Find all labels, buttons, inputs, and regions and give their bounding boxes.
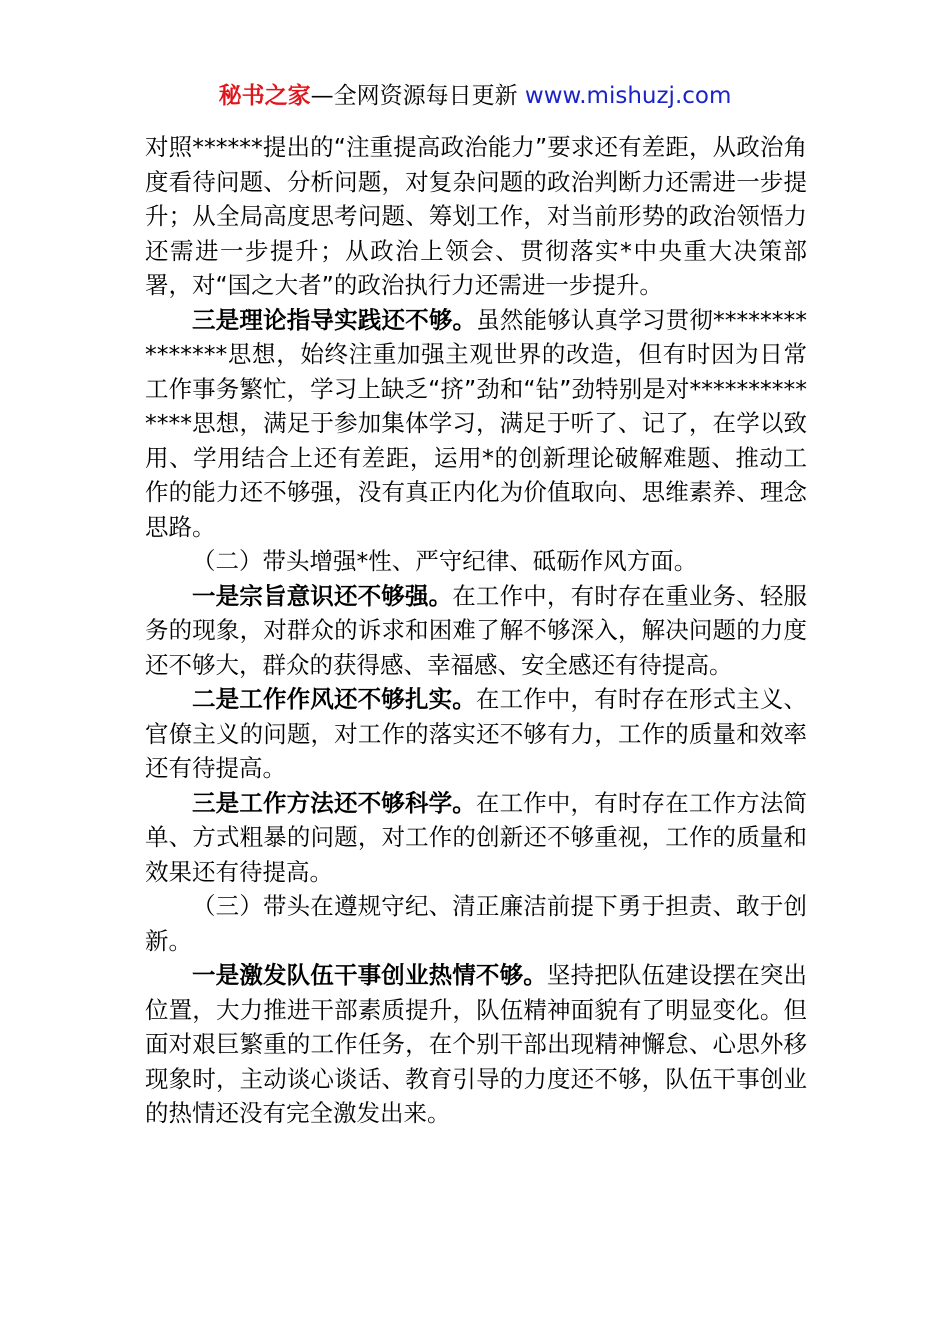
paragraph-text: 在工作中，有时存在形式主义、官僚主义的问题，对工作的落实还不够有力，工作的质量和效率还有待提高。 [145,685,808,782]
paragraph-lead: 一是激发队伍干事创业热情不够。 [192,961,547,989]
paragraph-purpose [145,579,807,683]
site-tagline: —全网资源每日更新 [310,83,525,109]
site-brand: 秘书之家 [218,83,311,109]
section-heading-3 [145,889,807,958]
section-heading-text: （三）带头在遵规守纪、清正廉洁前提下勇于担责、敢于创新。 [145,892,807,955]
section-heading-2 [145,544,807,579]
paragraph-lead: 三是工作方法还不够科学。 [192,788,476,817]
paragraph-text: 虽然能够认真学习贯彻***************思想，始终注重加强主观世界的改造，但有时因为日常工作事务繁忙，学习上缺乏“挤”劲和“钻”劲特别是对**************思想，满足于参加集体学习，满足于听了、记了，在学以致用、学用结合上还有差距，运用*的创新理论破解难题、推动工作的能力还不够强，没有真正内化为价值取向、思维素养、理念思路。 [145,305,808,541]
paragraph-theory-practice [145,303,807,545]
paragraph-work-method [145,786,807,890]
paragraph-team-motivation [145,958,807,1131]
paragraph-lead: 三是理论指导实践还不够。 [192,305,477,334]
paragraph-lead: 二是工作作风还不够扎实。 [192,685,476,713]
site-url-link[interactable]: www.mishuzj.com [524,83,732,109]
paragraph-text: 在工作中，有时存在重业务、轻服务的现象，对群众的诉求和困难了解不够深入，解决问题的力度还不够大，群众的获得感、幸福感、安全感还有待提高。 [145,581,808,679]
paragraph-text: 坚持把队伍建设摆在突出位置，大力推进干部素质提升，队伍精神面貌有了明显变化。但面对艰巨繁重的工作任务，在个别干部出现精神懈怠、心思外移现象时，主动谈心谈话、教育引导的力度还不够，队伍干事创业的热情还没有完全激发出来。 [145,961,808,1127]
paragraph-text: 对照******提出的“注重提高政治能力”要求还有差距，从政治角度看待问题、分析问题，对复杂问题的政治判断力还需进一步提升；从全局高度思考问题、筹划工作，对当前形势的政治领悟力还需进一步提升；从政治上领会、贯彻落实*中央重大决策部署，对“国之大者”的政治执行力还需进一步提升。 [145,133,807,299]
paragraph-continuation [145,130,807,303]
paragraph-text: 在工作中，有时存在工作方法简单、方式粗暴的问题，对工作的创新还不够重视，工作的质量和效果还有待提高。 [145,788,808,886]
document-body [145,130,807,1131]
section-heading-text: （二）带头增强*性、严守纪律、砥砺作风方面。 [192,547,698,575]
paragraph-lead: 一是宗旨意识还不够强。 [192,581,453,610]
site-header [0,80,950,112]
paragraph-work-style [145,682,807,786]
